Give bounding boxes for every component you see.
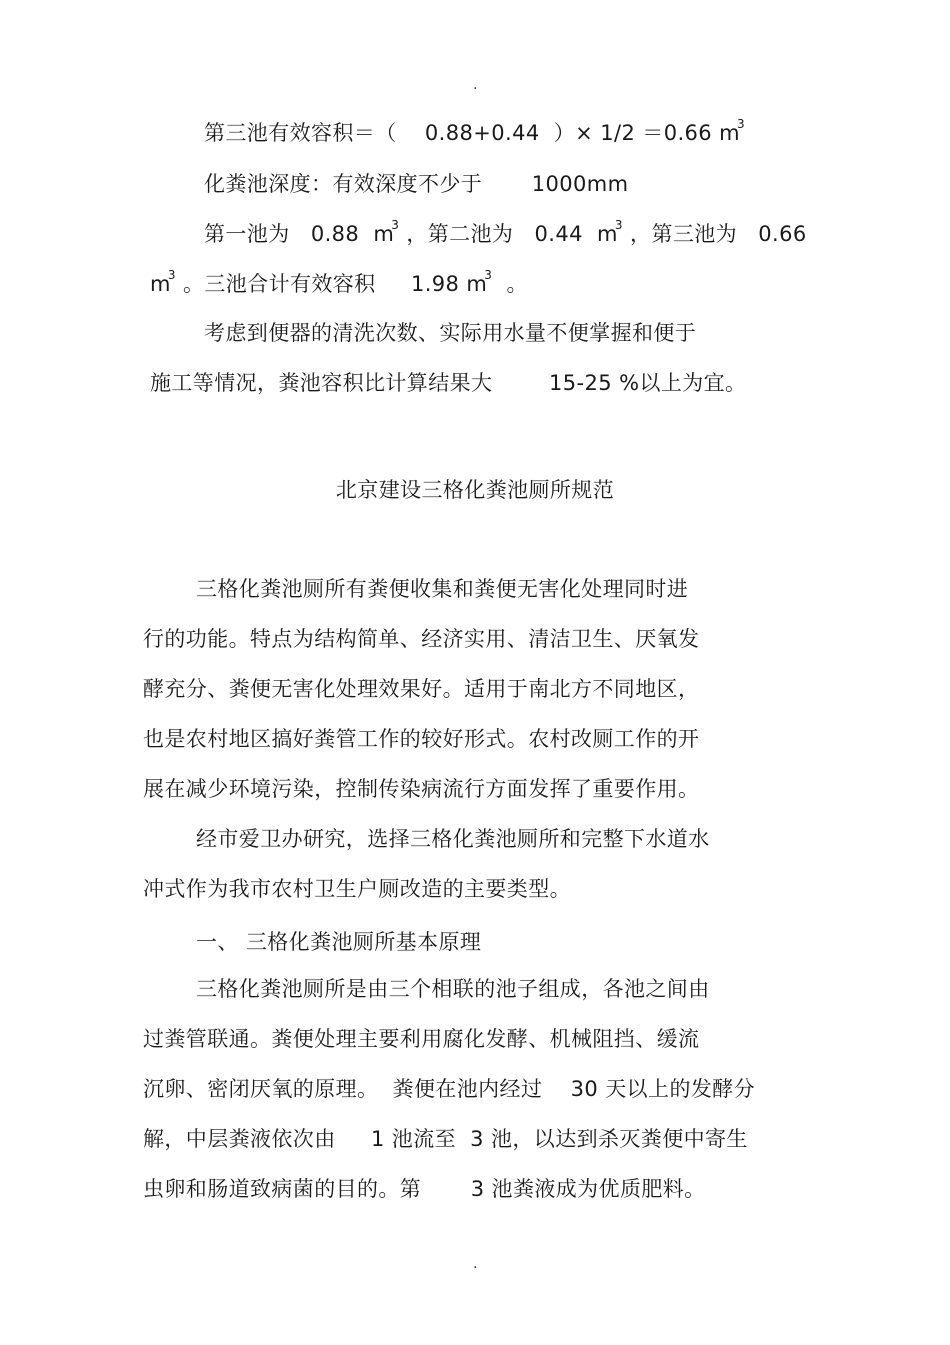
second-pool-text: ，第二池为 0.44 m [399, 222, 618, 246]
consideration-line: 考虑到便器的清洗次数、实际用水量不便掌握和便于 [204, 321, 697, 345]
paragraph-line: 解，中层粪液依次由 1 池流至 3 池，以达到杀灭粪便中寄生 [143, 1127, 748, 1151]
cubic-superscript: 3 [484, 268, 493, 282]
paragraph-line: 沉卵、密闭厌氧的原理。 粪便在池内经过 30 天以上的发酵分 [143, 1077, 756, 1101]
page-dot-top: . [473, 77, 478, 93]
third-pool-text: ，第三池为 0.66 [622, 222, 807, 246]
paragraph-line: 三格化粪池厕所是由三个相联的池子组成，各池之间由 [196, 977, 710, 1001]
section-title: 北京建设三格化粪池厕所规范 [335, 478, 615, 502]
third-pool-volume-line [204, 119, 745, 150]
period-text: 。 [492, 272, 528, 296]
subsection-heading: 一、 三格化粪池厕所基本原理 [196, 930, 482, 954]
paragraph-line: 过粪管联通。粪便处理主要利用腐化发酵、机械阻挡、缓流 [143, 1027, 700, 1051]
page-dot-bottom: . [473, 1256, 478, 1272]
pool-volumes-line [204, 220, 807, 251]
cubic-superscript: 3 [737, 117, 746, 131]
consideration-line-2: 施工等情况，粪池容积比计算结果大 15-25 %以上为宜。 [150, 371, 747, 395]
third-pool-volume-text: 第三池有效容积＝（ 0.88+0.44 ）× 1/2 ＝0.66 m [204, 121, 740, 145]
cubic-superscript: 3 [167, 268, 176, 282]
paragraph-line: 三格化粪池厕所有粪便收集和粪便无害化处理同时进 [196, 577, 689, 601]
paragraph-line: 经市爱卫办研究，选择三格化粪池厕所和完整下水道水 [196, 827, 710, 851]
total-volume-text: 。三池合计有效容积 1.98 m [175, 272, 488, 296]
paragraph-line: 虫卵和肠道致病菌的目的。第 3 池粪液成为优质肥料。 [143, 1177, 706, 1201]
unit-text: m [150, 272, 171, 296]
paragraph-line: 展在减少环境污染，控制传染病流行方面发挥了重要作用。 [143, 777, 700, 801]
cubic-superscript: 3 [391, 218, 400, 232]
first-pool-text: 第一池为 0.88 m [204, 222, 395, 246]
total-volume-line [150, 270, 528, 301]
paragraph-line: 冲式作为我市农村卫生户厕改造的主要类型。 [143, 877, 571, 901]
paragraph-line: 酵充分、粪便无害化处理效果好。适用于南北方不同地区， [143, 677, 700, 701]
pool-depth-line: 化粪池深度：有效深度不少于 1000mm [204, 172, 629, 196]
paragraph-line: 也是农村地区搞好粪管工作的较好形式。农村改厕工作的开 [143, 727, 700, 751]
cubic-superscript: 3 [614, 218, 623, 232]
paragraph-line: 行的功能。特点为结构简单、经济实用、清洁卫生、厌氧发 [143, 627, 700, 651]
